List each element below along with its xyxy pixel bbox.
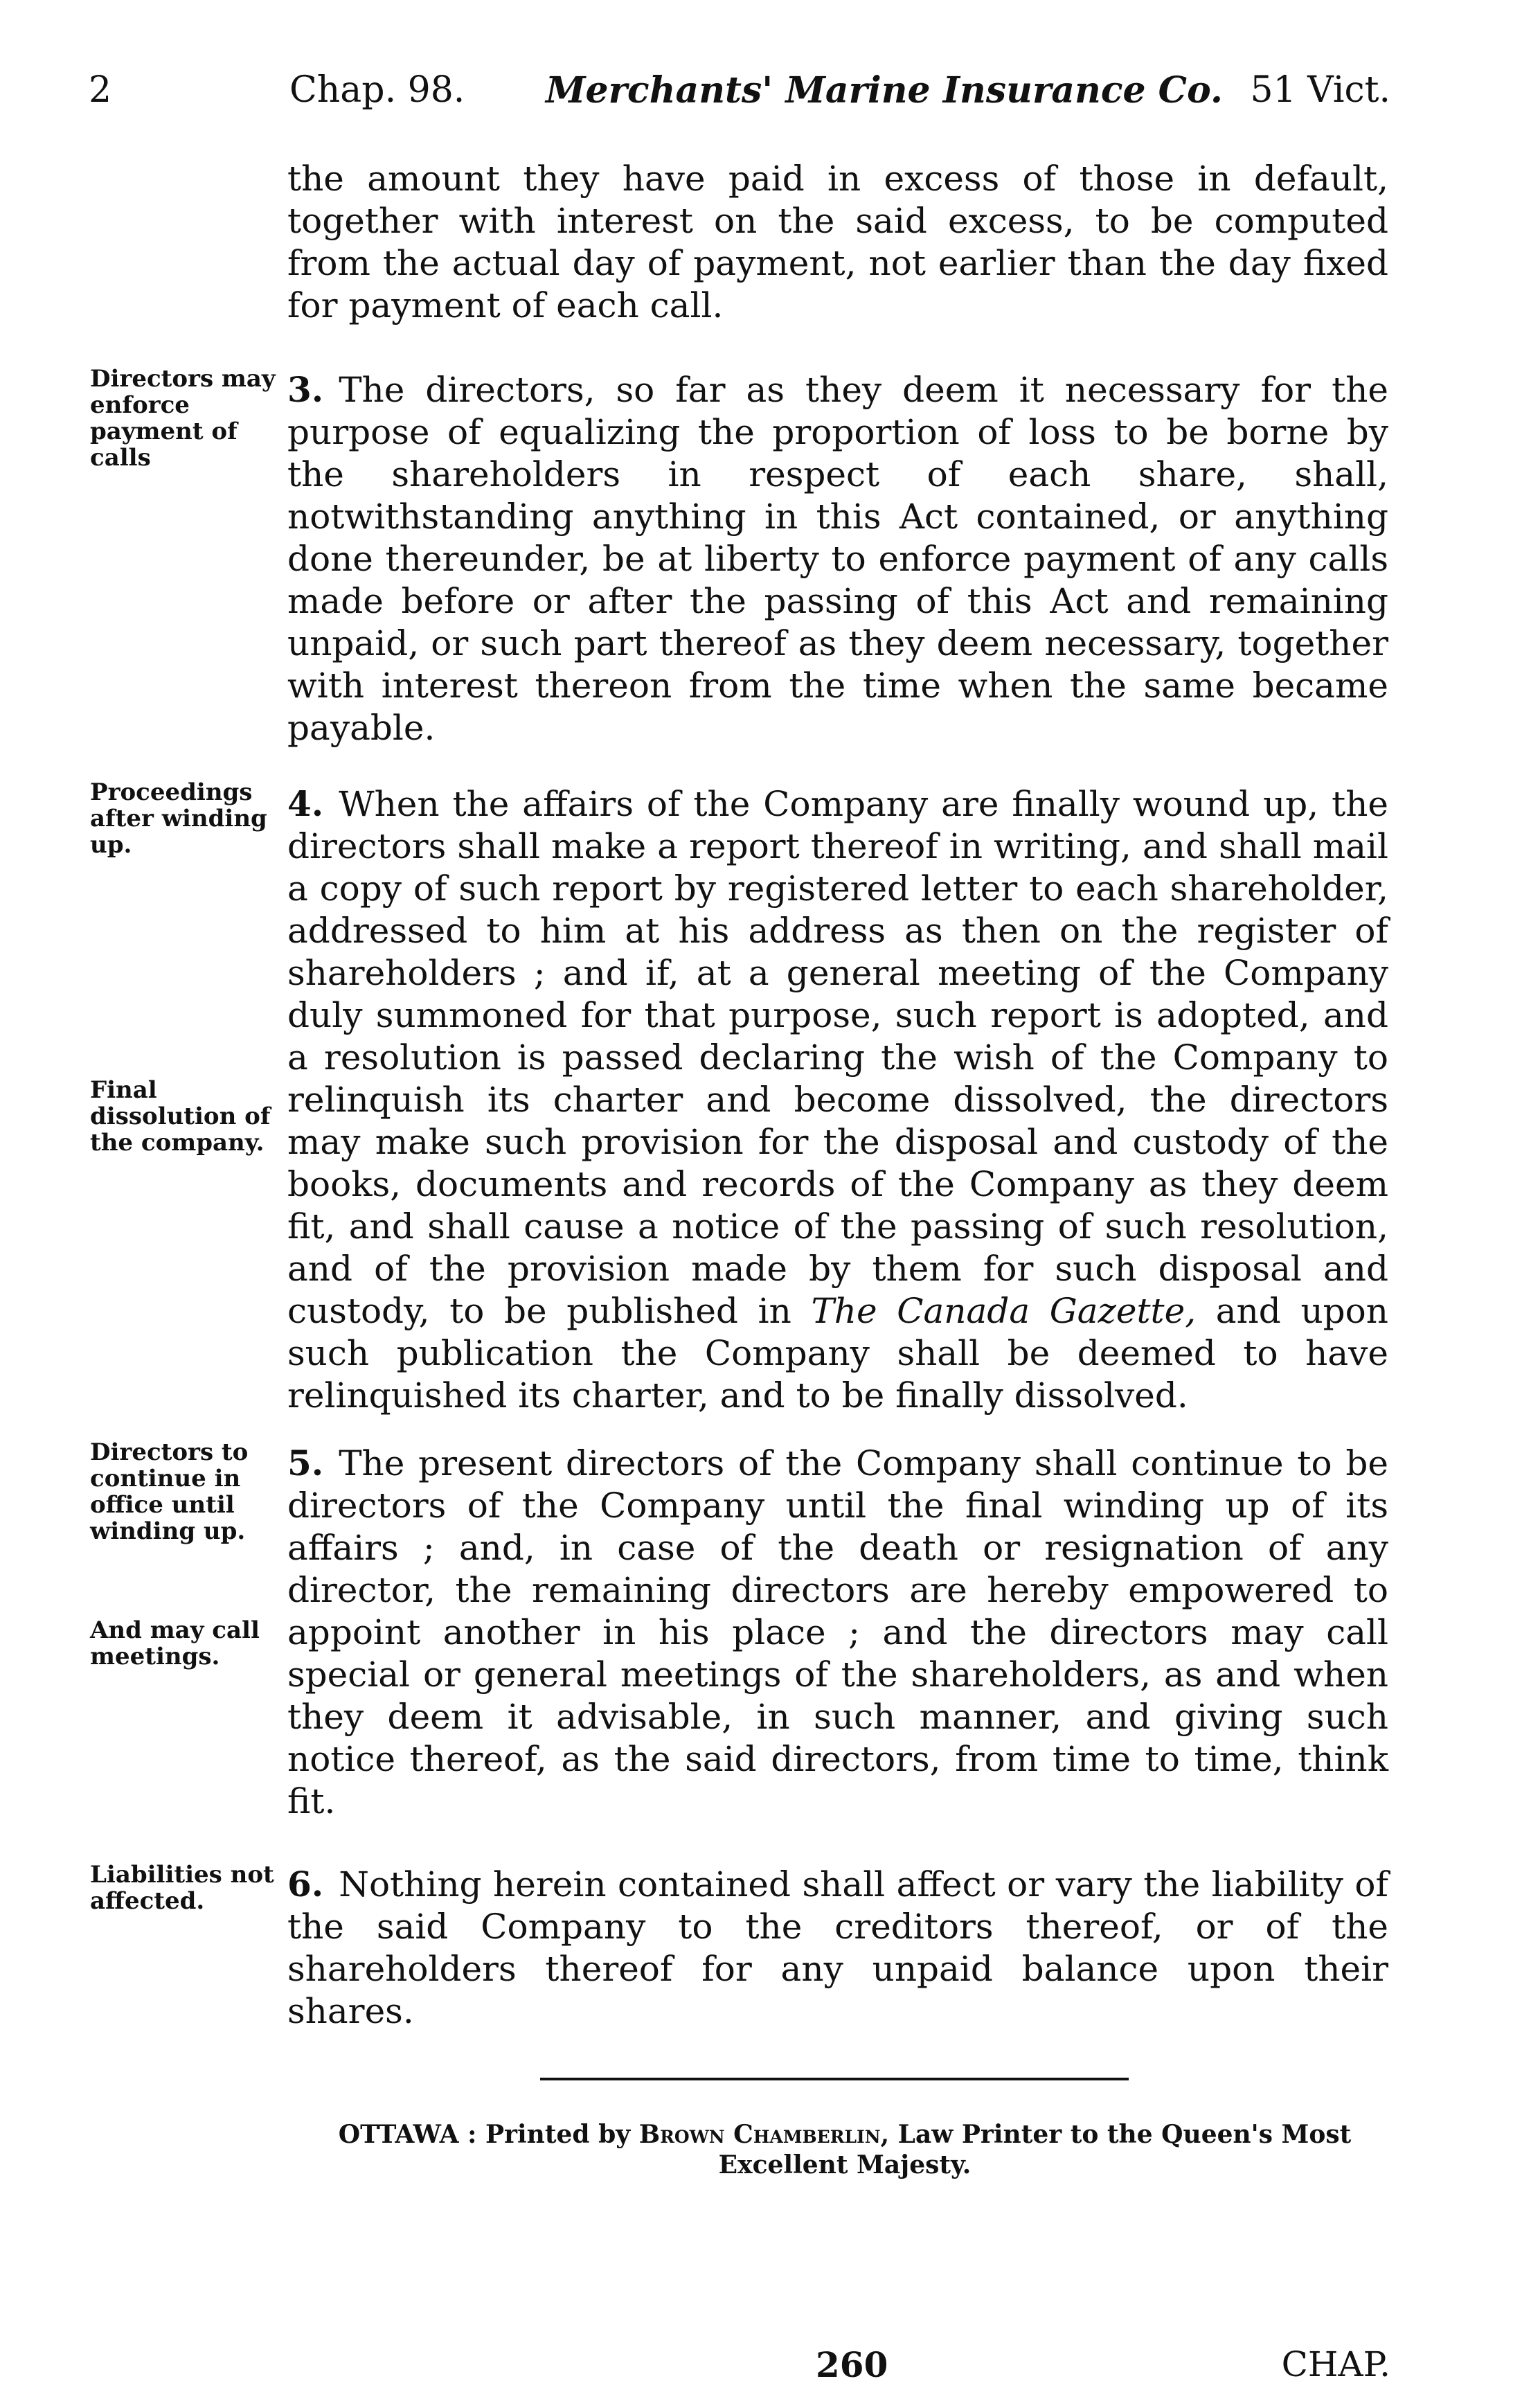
section-text: Nothing herein contained shall affect or vary the liability of the said Company to the creditors thereof, or of the shareholders thereof for any unpaid balance upon their shares. <box>287 1864 1388 2031</box>
imprint-prefix: OTTAWA : Printed by <box>338 2120 631 2149</box>
section-4 <box>287 783 1388 1417</box>
chapter-label: Chap. 98. <box>289 69 465 111</box>
printer-name: Brown Chamberlin, <box>638 2120 890 2149</box>
regnal-year: 51 Vict. <box>1250 69 1390 111</box>
marginal-note-liabilities: Liabilities not affected. <box>90 1861 274 1915</box>
section-5 <box>287 1442 1388 1823</box>
page-footer <box>89 2344 1390 2393</box>
section-text: The present directors of the Company shall continue to be directors of the Company until the final winding up of its affairs ; and, in case of the death or resignation of any director, the remaining directors are hereby empowered to appoint another in his place ; and the directors may call special or general meetings of the shareholders, as and when they deem it advisable, in such manner, and giving such notice thereof, as the said directors, from time to time, think fit. <box>287 1443 1388 1821</box>
marginal-note-dissolution: Final dissolution of the company. <box>90 1076 271 1157</box>
section-number: 5. <box>287 1443 324 1483</box>
continuation-paragraph <box>287 158 1388 327</box>
section-6 <box>287 1863 1388 2033</box>
section-3 <box>287 368 1388 749</box>
running-header <box>89 69 1390 132</box>
marginal-note-winding-up: Proceedings after winding up. <box>90 778 267 859</box>
section-number: 6. <box>287 1864 324 1905</box>
page-number: 2 <box>89 69 112 111</box>
printer-imprint <box>291 2119 1399 2180</box>
section-text: The directors, so far as they deem it necessary for the purpose of equalizing the proportion of loss to be borne by the shareholders in respect of each share, shall, notwithstanding anything in this Act contained, or anything done thereunder, be at liberty to enforce payment of any calls made before or after the passing of this Act and remaining unpaid, or such part thereof as they deem necessary, together with interest thereon from the time when the same became payable. <box>287 370 1388 748</box>
volume-page-number: 260 <box>816 2344 888 2385</box>
marginal-note-directors-continue: Directors to continue in office until winding up. <box>90 1438 249 1545</box>
section-text: When the affairs of the Company are finally wound up, the directors shall make a report thereof in writing, and shall mail a copy of such report by registered letter to each shareholder, addressed to him at his address as then on the register of shareholders ; and if, at a general meeting of the Company duly summoned for that purpose, such report is adopted, and a resolution is passed declaring the wish of the Company to relinquish its charter and become dissolved, the directors may make such provision for the disposal and custody of the books, documents and records of the Company as they deem fit, and shall cause a notice of the passing of such resolution, and of the provision made by them for such disposal and custody, to be published in <box>287 784 1388 1331</box>
imprint-suffix: Law Printer to the Queen's Most Excellent Majesty. <box>718 2120 1352 2179</box>
marginal-note-call-meetings: And may call meetings. <box>90 1616 260 1670</box>
continuation-text: the amount they have paid in excess of those in default, together with interest on the said excess, to be computed from the actual day of payment, not earlier than the day fixed for payment of each call. <box>287 159 1388 325</box>
section-number: 3. <box>287 369 324 410</box>
section-number: 4. <box>287 783 324 824</box>
catchword: CHAP. <box>1281 2344 1390 2384</box>
gazette-title: The Canada Gazette, <box>811 1291 1197 1331</box>
act-title: Merchants' Marine Insurance Co. <box>546 69 1223 112</box>
divider-rule <box>540 2078 1129 2080</box>
section-text-end: and upon such publication the Company shall be deemed to have relinquished its charter, and to be finally dissolved. <box>287 1291 1388 1416</box>
marginal-note-enforce-calls: Directors may enforce payment of calls <box>90 365 276 472</box>
